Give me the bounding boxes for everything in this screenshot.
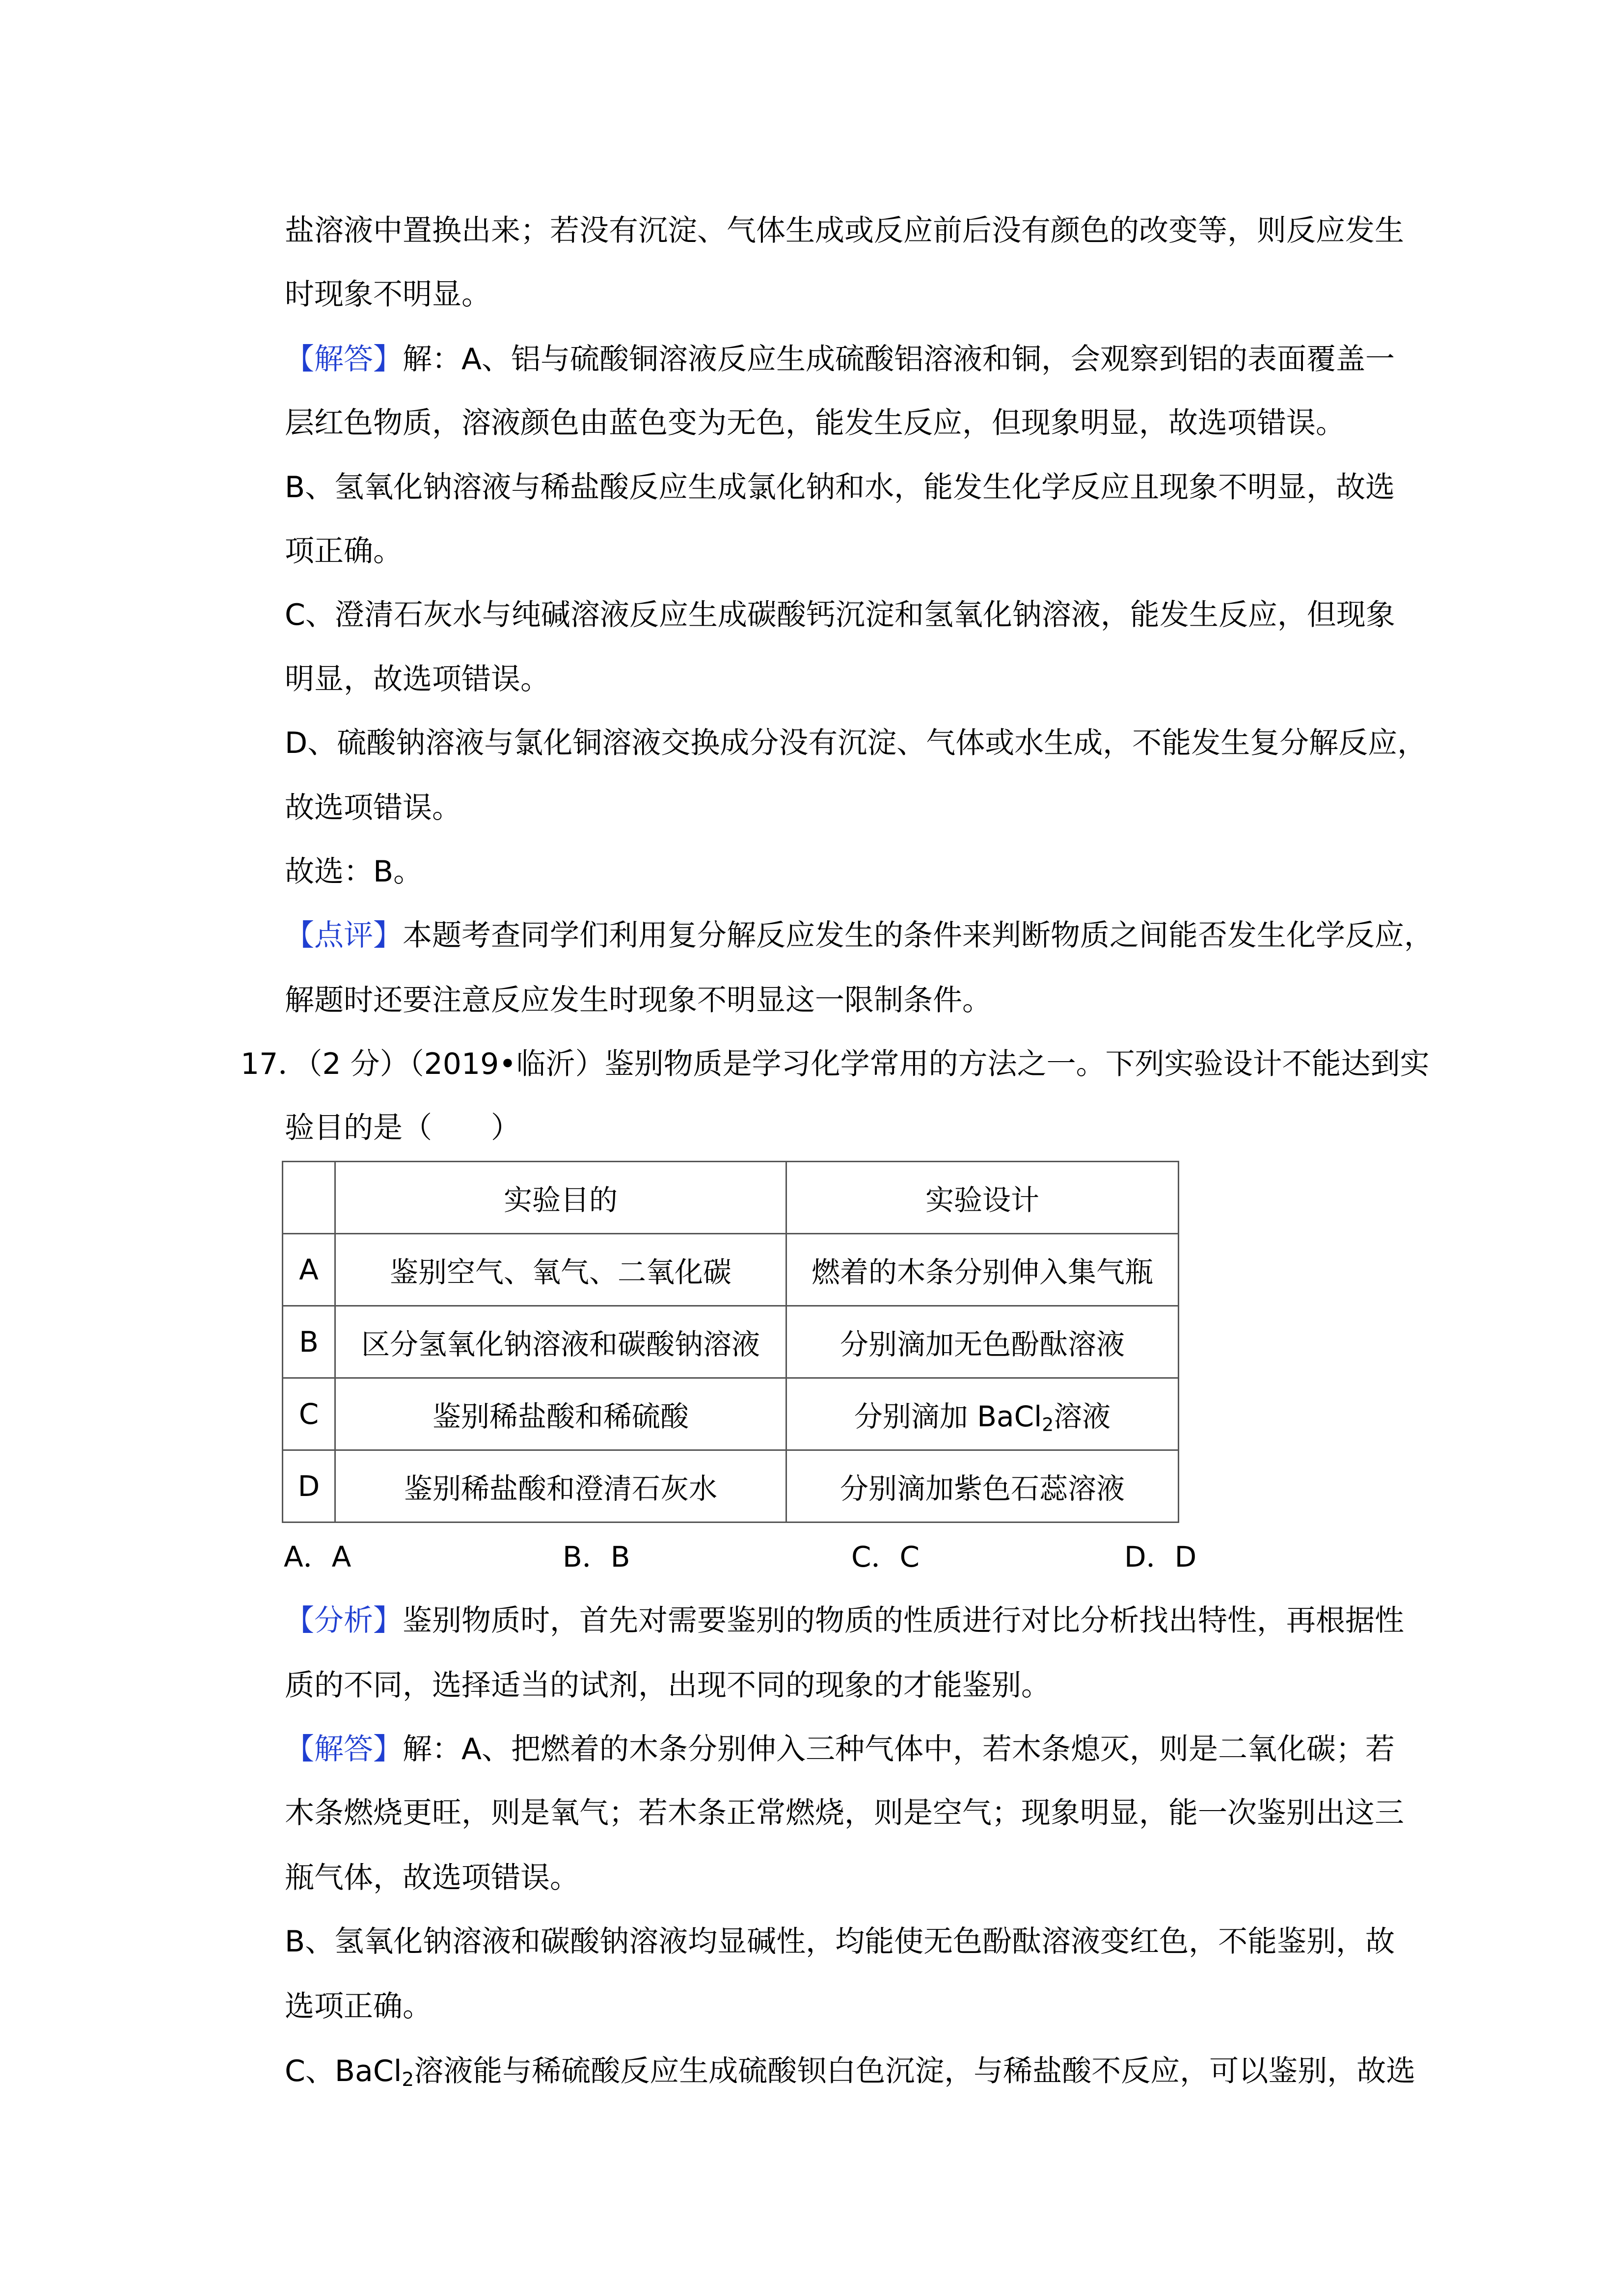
table-row bbox=[283, 1234, 1179, 1306]
answer-paragraph bbox=[285, 1730, 1395, 1769]
option-b: B．B bbox=[563, 1540, 630, 1574]
answer-tag: 【解答】 bbox=[285, 1732, 403, 1766]
answer-tag: 【解答】 bbox=[285, 342, 403, 376]
question-stem: 17．（2 分）（2019•临沂）鉴别物质是学习化学常用的方法之一。下列实验设计不能达到实 bbox=[241, 1047, 1430, 1081]
text-line bbox=[285, 2052, 1415, 2091]
text-span: 解：A、铝与硫酸铜溶液反应生成硫酸铝溶液和铜，会观察到铝的表面覆盖一 bbox=[403, 342, 1395, 376]
text-line: 木条燃烧更旺，则是氧气；若木条正常燃烧，则是空气；现象明显，能一次鉴别出这三 bbox=[285, 1796, 1404, 1830]
table-header-row bbox=[283, 1162, 1179, 1234]
analysis-paragraph bbox=[285, 1601, 1404, 1640]
design-cell: 分别滴加无色酚酞溶液 bbox=[786, 1306, 1179, 1378]
text-span: 鉴别物质时，首先对需要鉴别的物质的性质进行对比分析找出特性，再根据性 bbox=[403, 1603, 1404, 1638]
text-line: 解题时还要注意反应发生时现象不明显这一限制条件。 bbox=[285, 983, 992, 1017]
text-span: 溶液 bbox=[1054, 1400, 1111, 1433]
table-row bbox=[283, 1450, 1179, 1522]
text-span: 分别滴加 BaCl bbox=[854, 1400, 1042, 1433]
text-line: 项正确。 bbox=[285, 534, 403, 568]
option-a: A．A bbox=[284, 1540, 352, 1574]
text-line: 层红色物质，溶液颜色由蓝色变为无色，能发生反应，但现象明显，故选项错误。 bbox=[285, 406, 1345, 440]
table-header-cell: 实验设计 bbox=[786, 1162, 1179, 1234]
table-row bbox=[283, 1306, 1179, 1378]
text-line: 验目的是（ ） bbox=[285, 1111, 520, 1145]
purpose-cell: 鉴别稀盐酸和稀硫酸 bbox=[335, 1378, 786, 1450]
row-label: D bbox=[283, 1450, 335, 1522]
option-c: C．C bbox=[851, 1540, 920, 1574]
comment-tag: 【点评】 bbox=[285, 918, 403, 953]
row-label: A bbox=[283, 1234, 335, 1306]
text-line: 质的不同，选择适当的试剂，出现不同的现象的才能鉴别。 bbox=[285, 1668, 1051, 1703]
design-cell bbox=[786, 1378, 1179, 1450]
purpose-cell: 区分氢氧化钠溶液和碳酸钠溶液 bbox=[335, 1306, 786, 1378]
design-cell: 分别滴加紫色石蕊溶液 bbox=[786, 1450, 1179, 1522]
text-line: 选项正确。 bbox=[285, 1989, 432, 2024]
text-line: B、氢氧化钠溶液和碳酸钠溶液均显碱性，均能使无色酚酞溶液变红色，不能鉴别，故 bbox=[285, 1924, 1395, 1959]
row-label: C bbox=[283, 1378, 335, 1450]
text-line: C、澄清石灰水与纯碱溶液反应生成碳酸钙沉淀和氢氧化钠溶液，能发生反应，但现象 bbox=[285, 598, 1395, 632]
option-d: D．D bbox=[1124, 1540, 1197, 1574]
analysis-tag: 【分析】 bbox=[285, 1603, 403, 1638]
answer-choice: 故选：B。 bbox=[285, 854, 423, 889]
purpose-cell: 鉴别稀盐酸和澄清石灰水 bbox=[335, 1450, 786, 1522]
subscript: 2 bbox=[402, 2068, 414, 2091]
purpose-cell: 鉴别空气、氧气、二氧化碳 bbox=[335, 1234, 786, 1306]
design-cell: 燃着的木条分别伸入集气瓶 bbox=[786, 1234, 1179, 1306]
experiment-table bbox=[282, 1161, 1179, 1523]
subscript: 2 bbox=[1042, 1414, 1054, 1436]
text-line: 时现象不明显。 bbox=[285, 277, 491, 312]
row-label: B bbox=[283, 1306, 335, 1378]
text-line: 盐溶液中置换出来；若没有沉淀、气体生成或反应前后没有颜色的改变等，则反应发生 bbox=[285, 214, 1404, 248]
text-span: C、BaCl bbox=[285, 2054, 402, 2088]
text-span: 本题考查同学们利用复分解反应发生的条件来判断物质之间能否发生化学反应， bbox=[403, 918, 1434, 953]
table-row bbox=[283, 1378, 1179, 1450]
table-header-cell: 实验目的 bbox=[335, 1162, 786, 1234]
answer-paragraph bbox=[285, 340, 1395, 379]
comment-paragraph bbox=[285, 916, 1434, 955]
text-line: 瓶气体，故选项错误。 bbox=[285, 1861, 579, 1895]
text-span: 溶液能与稀硫酸反应生成硫酸钡白色沉淀，与稀盐酸不反应，可以鉴别，故选 bbox=[414, 2054, 1416, 2088]
text-line: 故选项错误。 bbox=[285, 791, 461, 825]
text-span: 解：A、把燃着的木条分别伸入三种气体中，若木条熄灭，则是二氧化碳；若 bbox=[403, 1732, 1395, 1766]
text-line: B、氢氧化钠溶液与稀盐酸反应生成氯化钠和水，能发生化学反应且现象不明显，故选 bbox=[285, 470, 1395, 505]
text-line: D、硫酸钠溶液与氯化铜溶液交换成分没有沉淀、气体或水生成，不能发生复分解反应， bbox=[285, 726, 1427, 760]
table-header-cell bbox=[283, 1162, 335, 1234]
text-line: 明显，故选项错误。 bbox=[285, 662, 550, 696]
